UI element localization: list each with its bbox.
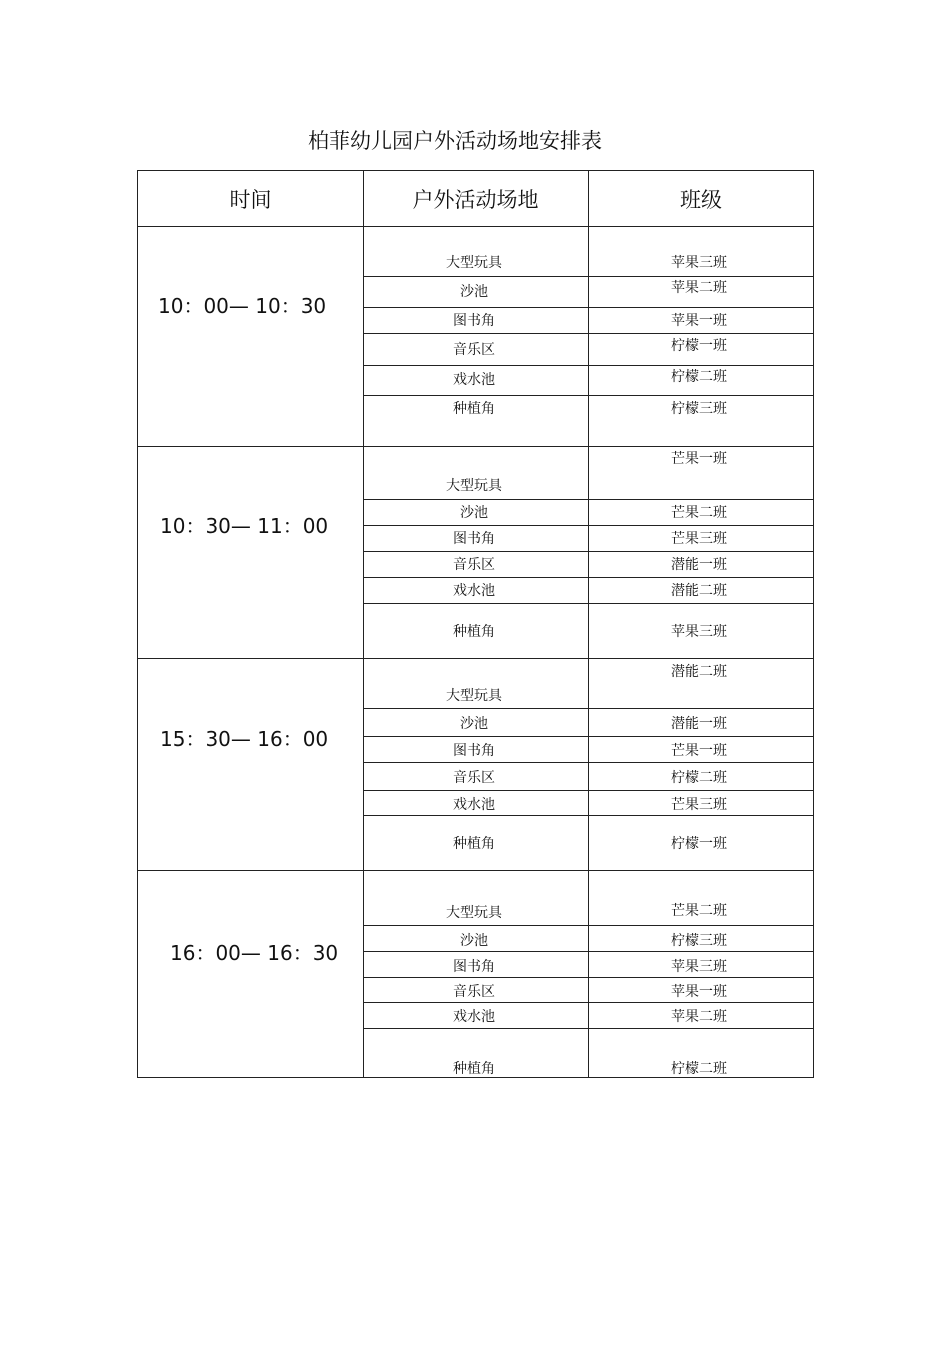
class-cell: 芒果三班 — [671, 797, 727, 813]
row-divider — [363, 603, 814, 604]
venue-cell: 大型玩具 — [446, 478, 502, 494]
venue-cell: 图书角 — [453, 743, 495, 759]
venue-cell: 种植角 — [453, 836, 495, 852]
venue-cell: 沙池 — [460, 933, 488, 949]
header-divider — [138, 226, 814, 227]
row-divider — [363, 762, 814, 763]
venue-cell: 戏水池 — [453, 583, 495, 599]
class-cell: 苹果一班 — [671, 313, 727, 329]
class-cell: 潜能二班 — [671, 664, 727, 680]
venue-cell: 种植角 — [453, 401, 495, 417]
time-slot-label: 10：30— 11：00 — [160, 514, 329, 538]
row-divider — [363, 525, 814, 526]
class-cell: 苹果三班 — [671, 624, 727, 640]
row-divider — [363, 708, 814, 709]
time-slot-label: 15：30— 16：00 — [160, 727, 329, 751]
row-divider — [363, 951, 814, 952]
class-cell: 柠檬三班 — [671, 933, 727, 949]
venue-cell: 种植角 — [453, 1061, 495, 1077]
row-divider — [363, 815, 814, 816]
class-cell: 苹果二班 — [671, 1009, 727, 1025]
row-divider — [363, 499, 814, 500]
class-cell: 芒果一班 — [671, 451, 727, 467]
class-cell: 芒果二班 — [671, 505, 727, 521]
header-time: 时间 — [229, 187, 272, 212]
row-divider — [363, 395, 814, 396]
venue-cell: 戏水池 — [453, 1009, 495, 1025]
row-divider — [363, 307, 814, 308]
venue-cell: 图书角 — [453, 959, 495, 975]
class-cell: 潜能一班 — [671, 557, 727, 573]
schedule-table — [137, 170, 814, 1078]
venue-cell: 沙池 — [460, 505, 488, 521]
row-divider — [363, 365, 814, 366]
venue-cell: 沙池 — [460, 284, 488, 300]
class-cell: 苹果一班 — [671, 984, 727, 1000]
class-cell: 柠檬三班 — [671, 401, 727, 417]
class-cell: 潜能一班 — [671, 716, 727, 732]
venue-cell: 大型玩具 — [446, 688, 502, 704]
class-cell: 芒果一班 — [671, 743, 727, 759]
venue-cell: 音乐区 — [453, 770, 495, 786]
row-divider — [363, 736, 814, 737]
row-divider — [363, 276, 814, 277]
row-divider — [363, 925, 814, 926]
row-divider — [363, 790, 814, 791]
class-cell: 柠檬二班 — [671, 1061, 727, 1077]
row-divider — [363, 333, 814, 334]
class-cell: 柠檬二班 — [671, 770, 727, 786]
class-cell: 苹果三班 — [671, 255, 727, 271]
class-cell: 苹果三班 — [671, 959, 727, 975]
class-cell: 柠檬一班 — [671, 338, 727, 354]
block-divider — [138, 446, 814, 447]
class-cell: 潜能二班 — [671, 583, 727, 599]
block-divider — [138, 658, 814, 659]
venue-cell: 戏水池 — [453, 372, 495, 388]
row-divider — [363, 1002, 814, 1003]
time-slot-label: 10：00— 10：30 — [158, 294, 327, 318]
venue-cell: 种植角 — [453, 624, 495, 640]
venue-cell: 图书角 — [453, 313, 495, 329]
block-divider — [138, 870, 814, 871]
venue-cell: 大型玩具 — [446, 255, 502, 271]
venue-cell: 音乐区 — [453, 342, 495, 358]
header-venue: 户外活动场地 — [412, 187, 539, 212]
row-divider — [363, 577, 814, 578]
document-title: 柏菲幼儿园户外活动场地安排表 — [308, 129, 602, 153]
class-cell: 芒果三班 — [671, 531, 727, 547]
venue-cell: 音乐区 — [453, 984, 495, 1000]
row-divider — [363, 551, 814, 552]
class-cell: 苹果二班 — [671, 280, 727, 296]
time-slot-label: 16：00— 16：30 — [170, 941, 339, 965]
header-class: 班级 — [680, 187, 722, 212]
class-cell: 柠檬二班 — [671, 369, 727, 385]
venue-cell: 音乐区 — [453, 557, 495, 573]
venue-cell: 图书角 — [453, 531, 495, 547]
class-cell: 柠檬一班 — [671, 836, 727, 852]
row-divider — [363, 977, 814, 978]
venue-cell: 大型玩具 — [446, 905, 502, 921]
venue-cell: 戏水池 — [453, 797, 495, 813]
venue-cell: 沙池 — [460, 716, 488, 732]
class-cell: 芒果二班 — [671, 903, 727, 919]
row-divider — [363, 1028, 814, 1029]
